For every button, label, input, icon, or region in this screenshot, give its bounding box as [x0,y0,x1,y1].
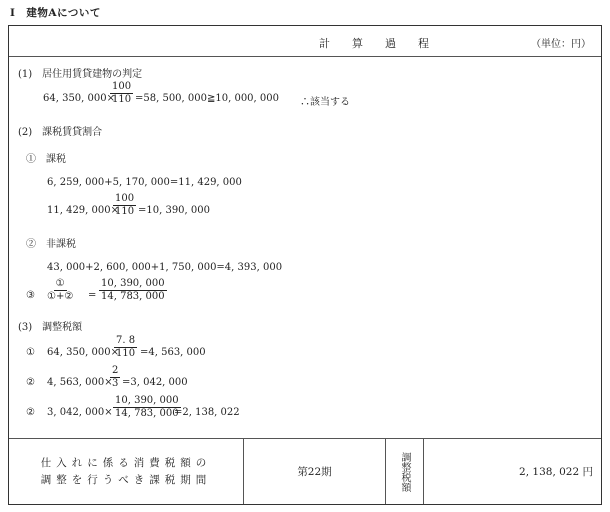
sec2-sub1-heading: ① 課税 [26,154,66,165]
sec3-line3-fraction [113,395,181,420]
footer-tax-label-cell [386,439,423,504]
sec3-line2-fraction [110,365,120,390]
footer-label-line2: 調整を行うべき課税期間 [40,473,212,486]
fraction-denominator: ①+② [47,291,74,302]
sec1-result: =58, 500, 000≧10, 000, 000 [135,93,279,104]
fraction-numerator: ① [55,278,65,289]
sec3-line3-mark: ② [26,407,35,418]
tax-label: 調整税額 [399,451,410,492]
sec3-line1-result: =4, 563, 000 [140,347,206,358]
fraction-denominator: 110 [112,94,132,105]
fraction-numerator: 2 [112,365,119,376]
footer-row [9,438,601,504]
footer-label-line1: 仕入れに係る消費税額の [40,456,212,469]
fraction-denominator: 14, 783, 000 [101,291,165,302]
footer-amount-cell [424,439,603,504]
fraction-numerator: 7. 8 [116,335,136,346]
sec2-sub1-lead: 11, 429, 000× [47,205,119,216]
sec1-heading: (1) 居住用賃貸建物の判定 [18,69,143,80]
amount-value: 2, 138, 022 円 [519,466,593,478]
sec2-heading: (2) 課税賃貸割合 [18,127,103,138]
sec2-sub2-line1: 43, 000+2, 600, 000+1, 750, 000=4, 393, 000 [47,262,283,273]
section-title: I 建物Aについて [10,7,101,19]
fraction-numerator: 100 [115,193,135,204]
sec3-line2-result: =3, 042, 000 [122,377,188,388]
sec1-lead: 64, 350, 000× [43,93,115,104]
footer-period-cell [244,439,385,504]
sec2-sub2-heading: ② 非課税 [26,239,76,250]
unit-label: （単位：円） [531,39,591,50]
header-label: 計 算 過 程 [319,37,429,50]
fraction-denominator: 14, 783, 000 [115,408,179,419]
fraction-denominator: 110 [115,206,135,217]
sec3-line2-mark: ② [26,377,35,388]
sec3-line1-fraction [114,335,137,360]
fraction-numerator: 10, 390, 000 [115,395,179,406]
calculation-frame [8,25,602,505]
sec2-sub1-line1: 6, 259, 000+5, 170, 000=11, 429, 000 [47,177,242,188]
sec2-sub1-fraction [113,193,136,218]
sec1-note: ∴該当する [300,97,350,108]
sec3-line1-lead: 64, 350, 000× [47,347,119,358]
table-header [9,26,601,57]
sec2-sub1-result: =10, 390, 000 [138,205,210,216]
sec1-fraction [110,81,133,106]
fraction-denominator: 3 [112,378,119,389]
sec3-heading: (3) 調整税額 [18,322,83,333]
sec3-line3-lead: 3, 042, 000× [47,407,113,418]
footer-label-cell [9,439,243,504]
fraction-denominator: 110 [116,348,136,359]
sec3-line3-result: =2, 138, 022 [174,407,240,418]
sec3-line1-mark: ① [26,347,35,358]
sec2-sub3-fraction1 [47,278,73,303]
sec3-line2-lead: 4, 563, 000× [47,377,113,388]
sec2-sub3-eq: = [88,290,97,301]
period-value: 第22期 [297,466,332,478]
sec2-sub3-mark: ③ [26,290,35,301]
fraction-numerator: 10, 390, 000 [101,278,165,289]
sec2-sub3-fraction2 [99,278,167,303]
fraction-numerator: 100 [112,81,132,92]
